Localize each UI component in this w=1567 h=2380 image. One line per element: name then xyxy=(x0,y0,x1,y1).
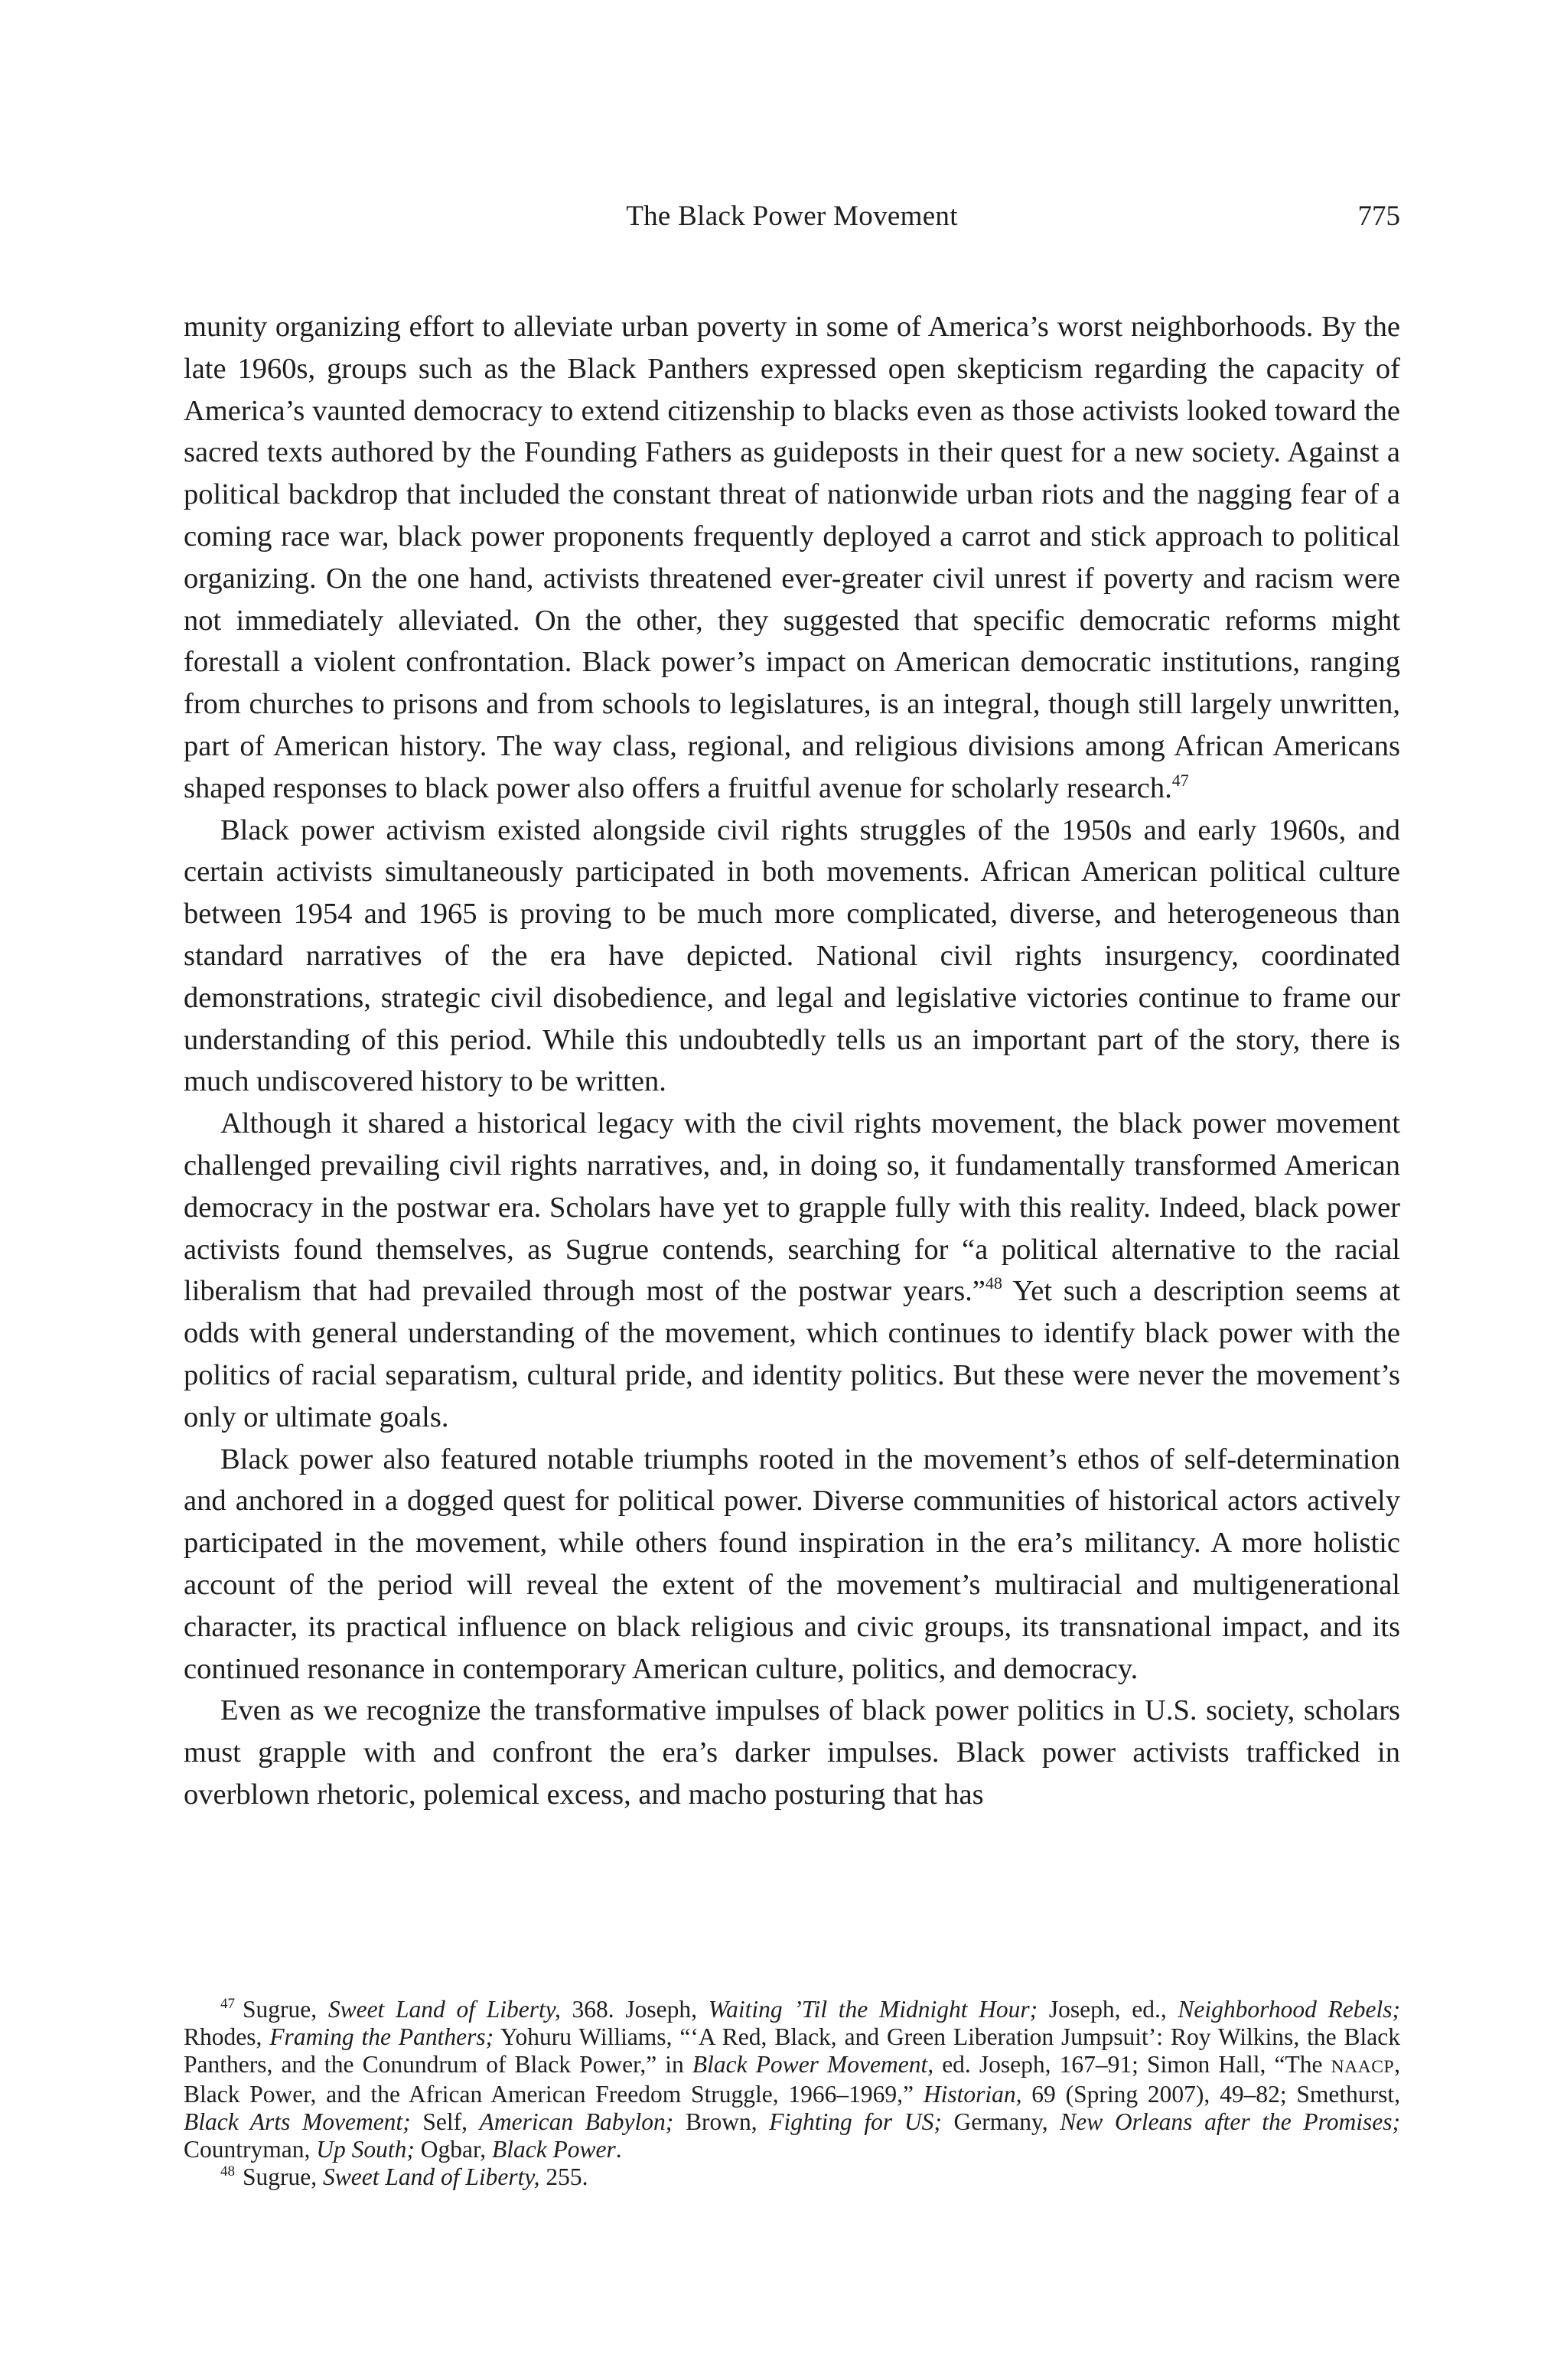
body-text xyxy=(184,306,1400,1816)
paragraph xyxy=(184,306,1400,810)
footnote-47: $^{47}$ Sugrue, Sweet Land of Liberty, 368. Joseph, Waiting ’Til the Midnight Hour; Joseph, ed., Neighborhood Rebels; Rhodes, Framing the Panthers; Yohuru Williams, “‘A Red, Black, and Green Liberation Jumpsuit’: Roy Wilkins, the Black Panthers, and the Conundrum of Black Power,” in Black Power Movement, ed. Joseph, 167–91; Simon Hall, “The NAACP, Black Power, and the African American Freedom Struggle, 1966–1969,” Historian, 69 (Spring 2007), 49–82; Smethurst, Black Arts Movement; Self, American Babylon; Brown, Fighting for US; Germany, New Orleans after the Promises; Countryman, Up South; Ogbar, Black Power. xyxy=(184,1996,1401,2163)
paragraph: Black power activism existed alongside civil rights struggles of the 1950s and early 1960s, and certain activists simultaneously participated in both movements. African American political culture between 1954 and 1965 is proving to be much more complicated, diverse, and heterogeneous than standard narratives of the era have depicted. National civil rights insurgency, coordinated demonstrations, strategic civil disobedience, and legal and legislative victories continue to frame our understanding of this period. While this undoubtedly tells us an important part of the story, there is much undiscovered history to be written. xyxy=(184,813,1400,1098)
footnote-number: 47 xyxy=(220,1996,235,2012)
footnote-number: 48 xyxy=(220,2163,235,2179)
paragraph-text: Yet such a description seems at odds with general understanding of the movement, which continues to identify black power with the politics of racial separatism, cultural pride, and identity politics. But these were never the movement’s only or ultimate goals. xyxy=(184,1275,1400,1433)
footnote-48: $^{48}$ Sugrue, Sweet Land of Liberty, 255. xyxy=(220,2163,588,2190)
paragraph-text: Although it shared a historical legacy with the civil rights movement, the black power movement challenged prevailing civil rights narratives, and, in doing so, it fundamentally transformed American democracy in the postwar era. Scholars have yet to grapple fully with this reality. Indeed, black power activists found themselves, as Sugrue contends, searching for “a political alternative to the racial liberalism that had prevailed through most of the postwar years.” xyxy=(184,1107,1400,1308)
running-head xyxy=(184,197,1400,236)
paragraph: Black power also featured notable triumphs rooted in the movement’s ethos of self-determination and anchored in a dogged quest for political power. Diverse communities of historical actors actively participated in the movement, while others found inspiration in the era’s militancy. A more holistic account of the period will reveal the extent of the movement’s multiracial and multigenerational character, its practical influence on black religious and civic groups, its transnational impact, and its continued resonance in contemporary American culture, politics, and democracy. xyxy=(184,1443,1400,1685)
paragraph xyxy=(184,1103,1400,1438)
page-number: 775 xyxy=(1357,201,1400,232)
paragraph-text: munity organizing effort to alleviate urban poverty in some of America’s worst neighborhoods. By the late 1960s, groups such as the Black Panthers expressed open skepticism regarding the capacity of America’s vaunted democracy to extend citizenship to blacks even as those activists looked toward the sacred texts authored by the Founding Fathers as guideposts in their quest for a new society. Against a political backdrop that included the constant threat of nationwide urban riots and the nagging fear of a coming race war, black power proponents frequently deployed a carrot and stick approach to political organizing. On the one hand, activists threatened ever-greater civil unrest if poverty and racism were not immediately alleviated. On the other, they suggested that specific democratic reforms might forestall a violent confrontation. Black power’s impact on American democratic institutions, ranging from churches to prisons and from schools to legislatures, is an integral, though still largely unwritten, part of American history. The way class, regional, and religious divisions among African Americans shaped responses to black power also offers a fruitful avenue for scholarly research. xyxy=(184,311,1400,804)
paragraph: Even as we recognize the transformative impulses of black power politics in U.S. society, scholars must grapple with and confront the era’s darker impulses. Black power activists trafficked in overblown rhetoric, polemical excess, and macho posturing that has xyxy=(184,1694,1400,1811)
footnote-ref-47: 47 xyxy=(1171,770,1189,790)
footnote-ref-48: 48 xyxy=(985,1273,1002,1293)
footnotes xyxy=(184,1996,1400,2191)
running-title: The Black Power Movement xyxy=(626,201,958,232)
